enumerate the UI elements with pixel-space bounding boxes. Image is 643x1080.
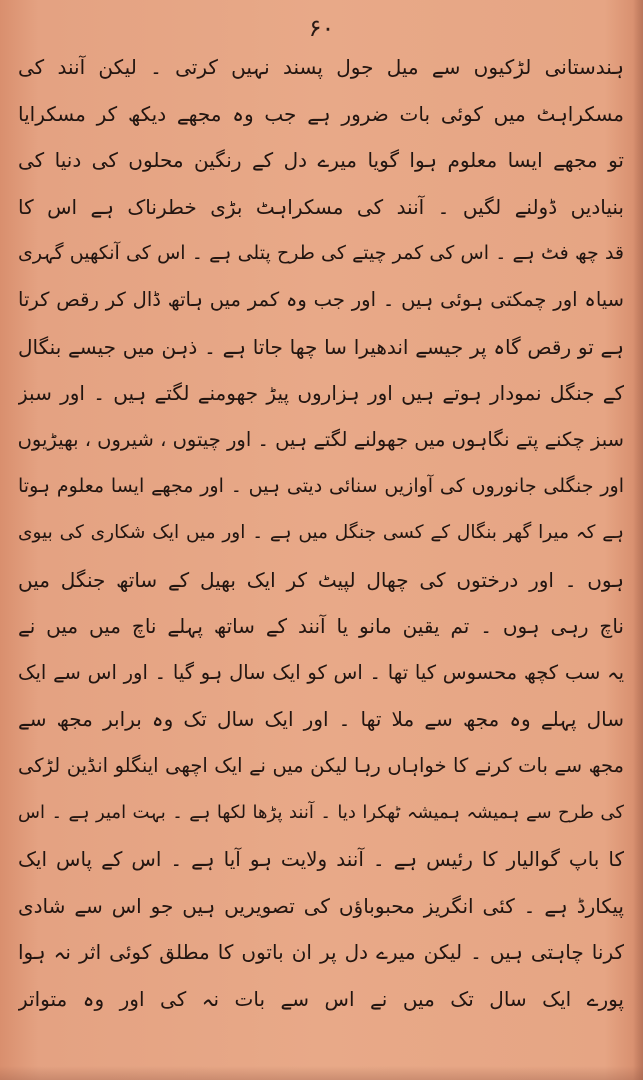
text-line: سال پہلے وہ مجھ سے ملا تھا ۔ اور ایک سال تک وہ برابر مجھ سے (18, 707, 624, 732)
text-line: بنیادیں ڈولنے لگیں ۔ آنند کی مسکراہٹ بڑی خطرناک ہے اس کا (18, 194, 624, 219)
text-line: مجھ سے بات کرنے کا خواہاں رہا لیکن میں نے ایک اچھی اینگلو انڈین لڑکی (18, 753, 624, 777)
text-line: سبز چکنے پتے نگاہوں میں جھولنے لگتے ہیں ۔ اور چیتوں ، شیروں ، بھیڑیوں (18, 427, 624, 451)
text-line: تو مجھے ایسا معلوم ہوا گویا میرے دل کے رنگین محلوں کی دنیا کی (18, 148, 624, 173)
page-edge-shadow (633, 0, 643, 1080)
text-line: کی طرح سے ہمیشہ ہمیشہ ٹھکرا دیا ۔ آنند پڑھا لکھا ہے ۔ بہت امیر ہے ۔ اس (18, 801, 624, 823)
text-line: ہوں ۔ اور درختوں کی چھال لپیٹ کر ایک بھیل کے ساتھ جنگل میں (18, 567, 624, 592)
text-line: یہ سب کچھ محسوس کیا تھا ۔ اس کو ایک سال ہو گیا ۔ اور اس سے ایک (18, 660, 624, 684)
text-line: پیکارڈ ہے ۔ کئی انگریز محبوباؤں کی تصویریں ہیں جو اس سے شادی (18, 893, 624, 918)
text-line: کے جنگل نمودار ہوتے ہیں اور ہزاروں پیڑ جھومنے لگتے ہیں ۔ اور سبز (18, 381, 624, 406)
text-line: اور جنگلی جانوروں کی آوازیں سنائی دیتی ہیں ۔ اور مجھے ایسا معلوم ہوتا (18, 475, 624, 498)
text-line: قد چھ فٹ ہے ۔ اس کی کمر چیتے کی طرح پتلی ہے ۔ اس کی آنکھیں گہری (18, 242, 624, 265)
page-number: ۶۰ (308, 14, 335, 42)
text-line: ہے کہ میرا گھر بنگال کے کسی جنگل میں ہے ۔ اور میں ایک شکاری کی بیوی (18, 521, 624, 543)
text-line: سیاہ اور چمکتی ہوئی ہیں ۔ اور جب وہ کمر میں ہاتھ ڈال کر رقص کرتا (18, 287, 624, 311)
page-bottom-shadow (0, 1066, 643, 1080)
text-line: ہندستانی لڑکیوں سے میل جول پسند نہیں کرتی ۔ لیکن آنند کی (18, 55, 624, 79)
text-line: کرنا چاہتی ہیں ۔ لیکن میرے دل پر ان باتوں کا مطلق کوئی اثر نہ ہوا (18, 940, 624, 965)
text-line: پورے ایک سال تک میں نے اس سے بات نہ کی اور وہ متواتر (18, 986, 624, 1011)
text-line: مسکراہٹ میں کوئی بات ضرور ہے جب وہ مجھے دیکھ کر مسکرایا (18, 101, 624, 126)
urdu-text-body (18, 44, 624, 1022)
text-line: ناچ رہی ہوں ۔ تم یقین مانو یا آنند کے ساتھ پہلے ناچ میں میں نے (18, 614, 624, 639)
text-line: ہے تو رقص گاہ پر جیسے اندھیرا سا چھا جاتا ہے ۔ ذہن میں جیسے بنگال (18, 334, 624, 359)
text-line: کا باپ گوالیار کا رئیس ہے ۔ آنند ولایت ہو آیا ہے ۔ اس کے پاس ایک (18, 847, 624, 872)
